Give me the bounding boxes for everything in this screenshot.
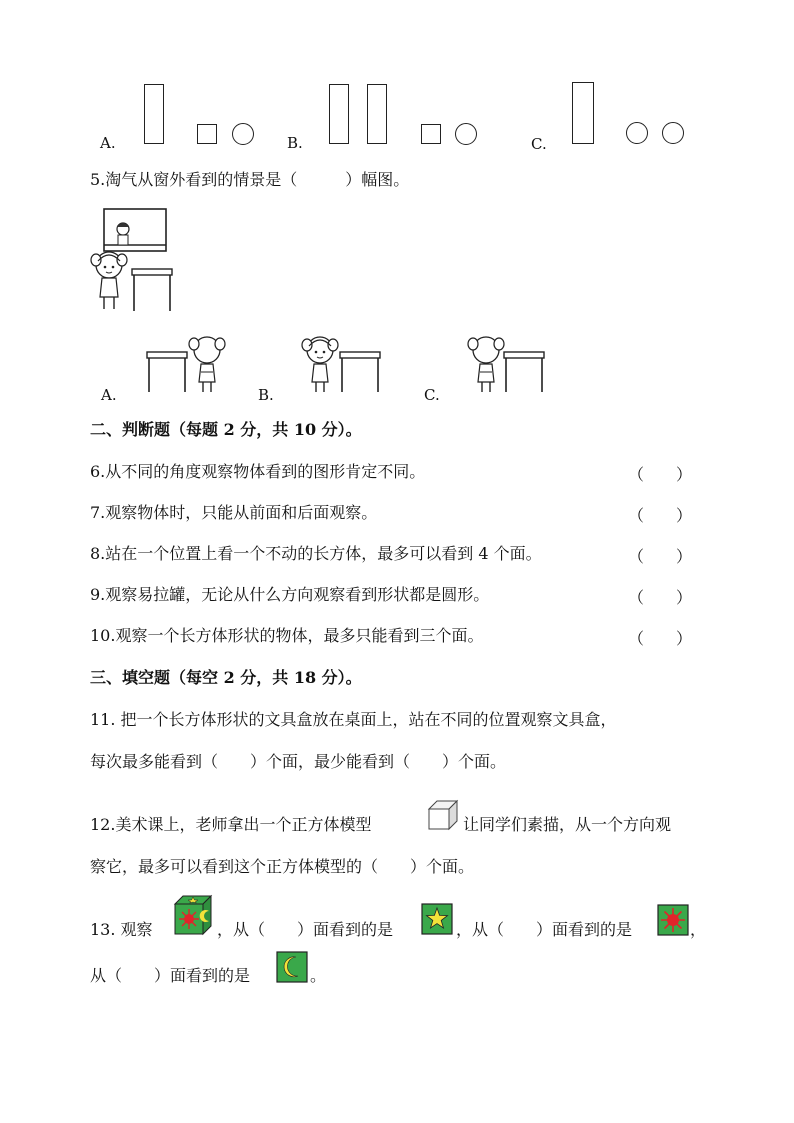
q4-option-a-label: A. xyxy=(100,134,116,152)
q13-part-b: ，从（ ）面看到的是 xyxy=(217,920,394,939)
q4-c-circle-1 xyxy=(626,122,648,144)
section2-title: 二、判断题（每题 2 分，共 10 分）。 xyxy=(90,420,362,439)
q4-option-c-label: C. xyxy=(531,135,547,153)
judge-blank-9[interactable]: （ ） xyxy=(628,588,693,607)
q4-b-circle xyxy=(455,123,477,145)
q13-part-e: 从（ ）面看到的是 xyxy=(90,966,251,985)
q4-b-square xyxy=(421,124,441,144)
q12-line2: 察它，最多可以看到这个正方体模型的（ ）个面。 xyxy=(90,857,475,876)
judge-item-9: 9.观察易拉罐，无论从什么方向观察看到形状都是圆形。 xyxy=(90,585,490,604)
moon-face-icon xyxy=(276,951,308,983)
q5-option-c-figure xyxy=(466,332,548,396)
judge-blank-10[interactable]: （ ） xyxy=(628,629,693,648)
q13-part-f: 。 xyxy=(310,966,327,985)
q4-b-tall-rect-1 xyxy=(329,84,349,144)
star-face-icon xyxy=(421,903,453,935)
cube-model-icon xyxy=(427,799,459,831)
q12-line1-part2: 让同学们素描，从一个方向观 xyxy=(463,815,672,834)
q5-option-b-figure xyxy=(300,332,384,396)
q4-c-tall-rect xyxy=(572,82,594,144)
q4-a-tall-rect xyxy=(144,84,164,144)
q4-option-b-label: B. xyxy=(287,134,303,152)
q4-b-tall-rect-2 xyxy=(367,84,387,144)
q13-part-d: ， xyxy=(690,920,707,939)
q4-a-circle xyxy=(232,123,254,145)
q5-scene-illustration xyxy=(86,205,186,320)
sticker-cube-icon xyxy=(173,894,213,936)
q11-line1: 11. 把一个长方体形状的文具盒放在桌面上，站在不同的位置观察文具盒， xyxy=(90,710,617,729)
q4-a-square xyxy=(197,124,217,144)
q12-line1-part1: 12.美术课上，老师拿出一个正方体模型 xyxy=(90,815,372,834)
sun-face-icon xyxy=(657,904,689,936)
q5-question: 5.淘气从窗外看到的情景是（ ）幅图。 xyxy=(90,170,410,189)
q5-option-a-figure xyxy=(145,332,227,396)
judge-item-10: 10.观察一个长方体形状的物体，最多只能看到三个面。 xyxy=(90,626,484,645)
section3-title: 三、填空题（每空 2 分，共 18 分）。 xyxy=(90,668,362,687)
judge-blank-8[interactable]: （ ） xyxy=(628,547,693,566)
q5-option-b-label: B. xyxy=(258,386,274,404)
q13-part-a: 13. 观察 xyxy=(90,920,153,939)
judge-blank-7[interactable]: （ ） xyxy=(628,506,693,525)
q5-option-a-label: A. xyxy=(101,386,117,404)
q5-option-c-label: C. xyxy=(424,386,440,404)
judge-item-7: 7.观察物体时，只能从前面和后面观察。 xyxy=(90,503,378,522)
judge-blank-6[interactable]: （ ） xyxy=(628,465,693,484)
judge-item-8: 8.站在一个位置上看一个不动的长方体，最多可以看到 4 个面。 xyxy=(90,544,542,563)
q13-part-c: ，从（ ）面看到的是 xyxy=(456,920,633,939)
q4-c-circle-2 xyxy=(662,122,684,144)
q11-line2: 每次最多能看到（ ）个面，最少能看到（ ）个面。 xyxy=(90,752,507,771)
judge-item-6: 6.从不同的角度观察物体看到的图形肯定不同。 xyxy=(90,462,426,481)
